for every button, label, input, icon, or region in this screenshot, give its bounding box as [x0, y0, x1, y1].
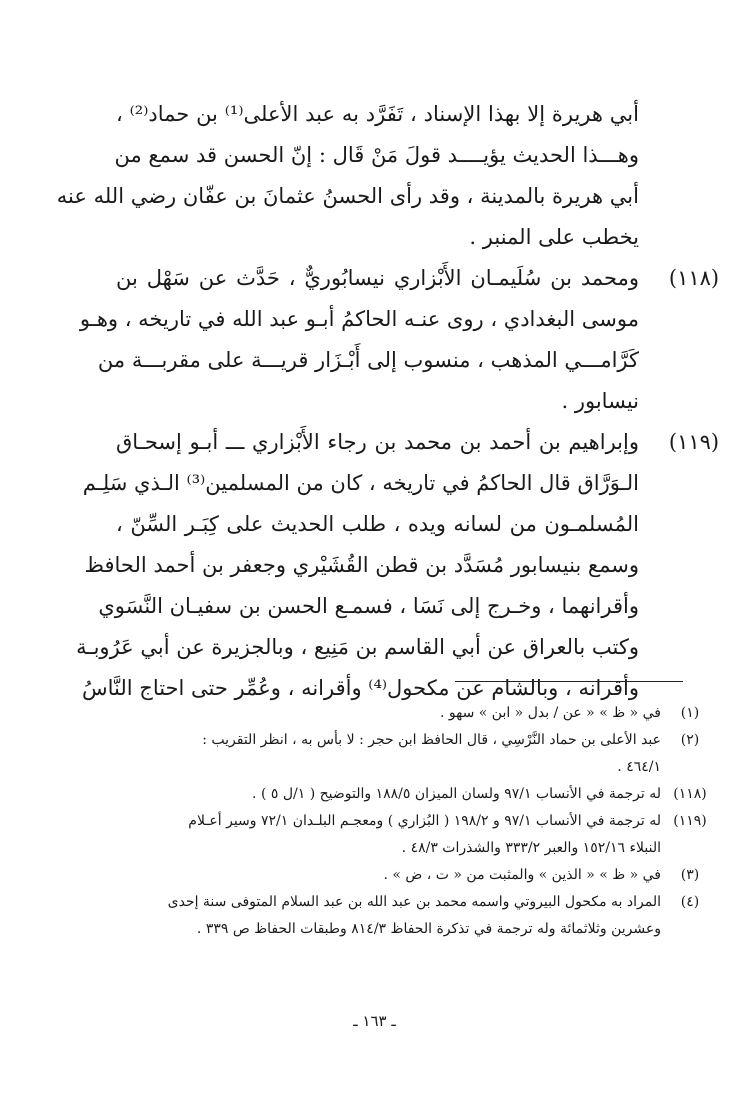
footnote-2: [100, 727, 713, 781]
footnote-line: وعشرين وثلاثمائة وله ترجمة في تذكرة الحفاظ ٨١٤/٣ وطبقات الحفاظ ص ٣٣٩ .: [196, 921, 661, 937]
text-line: وسمع بنيسابور مُسَدَّد بن قطن القُشَيْري وجعفر بن أحمد الحافظ: [84, 553, 639, 577]
page-number: ـ ١٦٣ ـ: [353, 1012, 396, 1030]
footnote-1: [100, 700, 713, 727]
text-line: وأقرانه ، وبالشام عن مكحول⁽⁴⁾ وأقرانه ، وعُمِّر حتى احتاج النَّاسُ: [81, 676, 639, 700]
footnote-number: (١١٨): [673, 786, 707, 802]
entry-118: [79, 258, 720, 422]
footnote-number: (١١٩): [673, 813, 707, 829]
text-line: وأقرانهما ، وخـرج إلى نَسَا ، فسمـع الحسن بن سفيـان النَّسَوي: [98, 594, 639, 618]
footnote-119: [100, 808, 713, 862]
text-line: يخطب على المنبر .: [469, 225, 639, 249]
entry-119: [76, 422, 720, 709]
text-line: وإبراهيم بن أحمد بن محمد بن رجاء الأَبْزاري ـــ أبـو إسحـاق: [116, 430, 639, 454]
footnote-number: (٢): [680, 732, 700, 748]
entry-number: (١١٩): [668, 430, 720, 454]
footnote-line: النبلاء ١٥٢/١٦ والعبر ٣٣٣/٢ والشذرات ٤٨/٣ .: [401, 840, 661, 856]
footnote-line: له ترجمة في الأنساب ٩٧/١ و ١٩٨/٢ ( البُزاري ) ومعجـم البلـدان ٧٢/١ وسير أعـلام: [188, 813, 661, 829]
footnote-number: (٣): [680, 867, 700, 883]
footnotes: [100, 700, 713, 943]
text-line: وهـــذا الحديث يؤيــــد قولَ مَنْ قَال : إنّ الحسن قد سمع من: [114, 143, 639, 167]
text-line: نيسابور .: [561, 389, 639, 413]
footnote-4: [100, 889, 713, 943]
text-line: موسى البغدادي ، روى عنـه الحاكمُ أبـو عبد الله في تاريخه ، وهـو: [79, 307, 639, 331]
entry-number: (١١٨): [668, 266, 720, 290]
text-line: الـوَرَّاق قال الحاكمُ في تاريخه ، كان من المسلمين⁽³⁾ الـذي سَلِـم: [82, 471, 639, 495]
footnote-number: (١): [680, 705, 700, 721]
footnote-line: في « ظ » « عن / بدل « ابن » سهو .: [440, 705, 661, 721]
footnote-line: في « ظ » « الذين » والمثبت من « ت ، ض » .: [383, 867, 661, 883]
footnote-line: عبد الأعلى بن حماد النَّرْسِي ، قال الحافظ ابن حجر : لا بأس به ، انظر التقريب :: [202, 732, 661, 748]
footnote-line: المراد به مكحول البيروتي واسمه محمد بن عبد الله بن عبد السلام المتوفى سنة إحدى: [167, 894, 661, 910]
footnote-118: [100, 781, 713, 808]
footnote-number: (٤): [680, 894, 700, 910]
text-line: وكتب بالعراق عن أبي القاسم بن مَنِيع ، وبالجزيرة عن أبي عَرُوبـة: [76, 635, 639, 659]
main-text: [56, 94, 720, 709]
text-line: ومحمد بن سُلَيمـان الأَبْزاري نيسابُوريٌّ ، حَدَّث عن سَهْل بن: [116, 266, 639, 290]
text-line: المُسلمـون من لسانه ويده ، طلب الحديث على كِبَـر السِّنّ ،: [116, 512, 639, 536]
continuation-paragraph: [56, 94, 639, 258]
footnote-3: [100, 862, 713, 889]
text-line: كَرَّامـــي المذهب ، منسوب إلى أَبْـزَار قريـــة على مقربـــة من: [97, 348, 639, 372]
footnote-line: ٤٦٤/١ .: [617, 759, 661, 775]
text-line: أبي هريرة إلا بهذا الإسناد ، تَفَرَّد به عبد الأعلى⁽¹⁾ بن حماد⁽²⁾ ،: [116, 102, 639, 126]
footnote-divider: [455, 681, 683, 682]
text-line: أبي هريرة بالمدينة ، وقد رأى الحسنُ عثمانَ بن عفّان رضي الله عنه: [56, 184, 639, 208]
footnote-line: له ترجمة في الأنساب ٩٧/١ ولسان الميزان ١٨٨/٥ والتوضيح ( ١/ل ٥ ) .: [252, 786, 661, 802]
